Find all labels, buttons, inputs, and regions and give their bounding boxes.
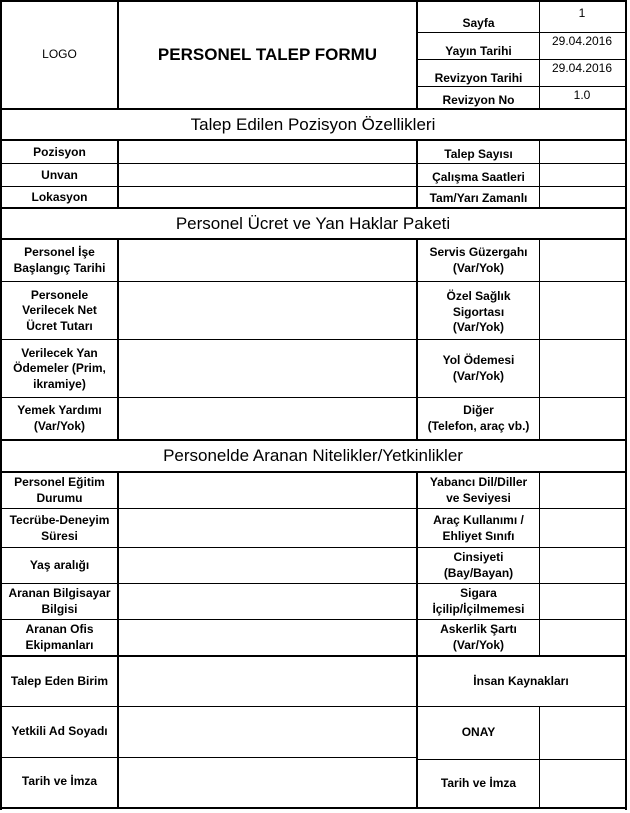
grid-line [0, 547, 627, 548]
grid-line [416, 655, 418, 809]
label-date-signature-left: Tarih ve İmza [21, 774, 98, 789]
label-title: Unvan [41, 167, 78, 182]
label-other-benefits: Diğer (Telefon, araç vb.) [427, 403, 530, 433]
label-meal-allowance: Yemek Yardımı (Var/Yok) [17, 403, 102, 433]
label-date-signature-right: Tarih ve İmza [440, 776, 517, 791]
grid-line [0, 807, 627, 809]
grid-line [0, 619, 627, 620]
label-smoking: Sigara İçilip/İçilmemesi [432, 586, 525, 616]
meta-label-revision-date: Revizyon Tarihi [434, 71, 523, 86]
label-gender: Cinsiyeti (Bay/Bayan) [443, 550, 514, 580]
section-header-qualifications: Personelde Aranan Nitelikler/Yetkinlikler [163, 446, 463, 466]
meta-value-page: 1 [578, 6, 586, 20]
label-office-equipment: Aranan Ofis Ekipmanları [25, 622, 94, 652]
grid-line [0, 281, 627, 282]
grid-line [0, 583, 627, 584]
label-employment-type: Tam/Yarı Zamanlı [429, 191, 528, 206]
grid-line [0, 439, 627, 441]
grid-line [417, 759, 627, 760]
label-health-insurance: Özel Sağlık Sigortası (Var/Yok) [446, 289, 511, 335]
label-side-payments: Verilecek Yan Ödemeler (Prim, ikramiye) [13, 345, 106, 391]
grid-line [0, 207, 627, 209]
label-net-salary: Personele Verilecek Net Ücret Tutarı [22, 287, 97, 333]
grid-line [0, 706, 627, 707]
grid-line [416, 238, 418, 441]
grid-line [117, 0, 119, 110]
grid-line [0, 0, 2, 810]
grid-line [117, 139, 119, 209]
grid-line [417, 86, 625, 87]
grid-line [416, 139, 418, 209]
meta-label-page: Sayfa [462, 16, 495, 31]
grid-line [117, 471, 119, 657]
grid-line [0, 471, 627, 473]
grid-line [0, 655, 627, 657]
label-transport-payment: Yol Ödemesi (Var/Yok) [442, 353, 515, 383]
grid-line [0, 508, 627, 509]
grid-line [0, 339, 627, 340]
grid-line [417, 59, 625, 60]
grid-line [0, 186, 627, 187]
meta-label-publish-date: Yayın Tarihi [445, 44, 512, 59]
grid-line [416, 471, 418, 657]
label-requesting-unit: Talep Eden Birim [10, 673, 109, 688]
label-human-resources: İnsan Kaynakları [473, 673, 569, 688]
grid-line [0, 139, 627, 141]
meta-label-revision-no: Revizyon No [442, 93, 515, 108]
label-foreign-language: Yabancı Dil/Diller ve Seviyesi [429, 475, 528, 505]
grid-line [0, 757, 417, 758]
label-location: Lokasyon [31, 189, 88, 204]
grid-line [539, 139, 540, 209]
label-position: Pozisyon [33, 144, 86, 159]
label-driving-license: Araç Kullanımı / Ehliyet Sınıfı [433, 512, 524, 543]
label-military-service: Askerlik Şartı (Var/Yok) [440, 622, 517, 652]
grid-line [539, 707, 540, 809]
grid-line [0, 0, 627, 2]
meta-value-revision-no: 1.0 [573, 88, 591, 102]
form-title: PERSONEL TALEP FORMU [157, 44, 378, 64]
section-header-position: Talep Edilen Pozisyon Özellikleri [190, 114, 436, 134]
grid-line [0, 108, 627, 110]
label-education: Personel Eğitim Durumu [14, 475, 105, 505]
grid-line [117, 655, 119, 809]
grid-line [625, 0, 627, 810]
meta-value-publish-date: 29.04.2016 [551, 34, 613, 48]
logo: LOGO [42, 47, 77, 62]
grid-line [0, 163, 627, 164]
grid-line [539, 471, 540, 657]
section-header-salary: Personel Ücret ve Yan Haklar Paketi [175, 213, 451, 233]
label-age-range: Yaş aralığı [29, 558, 90, 573]
grid-line [117, 238, 119, 441]
label-working-hours: Çalışma Saatleri [432, 169, 525, 184]
grid-line [0, 397, 627, 398]
meta-value-revision-date: 29.04.2016 [551, 61, 613, 75]
grid-line [539, 0, 540, 110]
label-start-date: Personel İşe Başlangıç Tarihi [13, 245, 106, 275]
grid-line [539, 238, 540, 441]
label-computer-skills: Aranan Bilgisayar Bilgisi [8, 586, 111, 616]
label-shuttle-route: Servis Güzergahı (Var/Yok) [429, 245, 528, 275]
grid-line [417, 32, 625, 33]
label-approval: ONAY [461, 725, 496, 740]
grid-line [0, 238, 627, 240]
label-request-count: Talep Sayısı [444, 146, 513, 161]
label-authorized-name: Yetkili Ad Soyadı [11, 724, 108, 739]
label-experience: Tecrübe-Deneyim Süresi [9, 512, 110, 543]
grid-line [416, 0, 418, 110]
